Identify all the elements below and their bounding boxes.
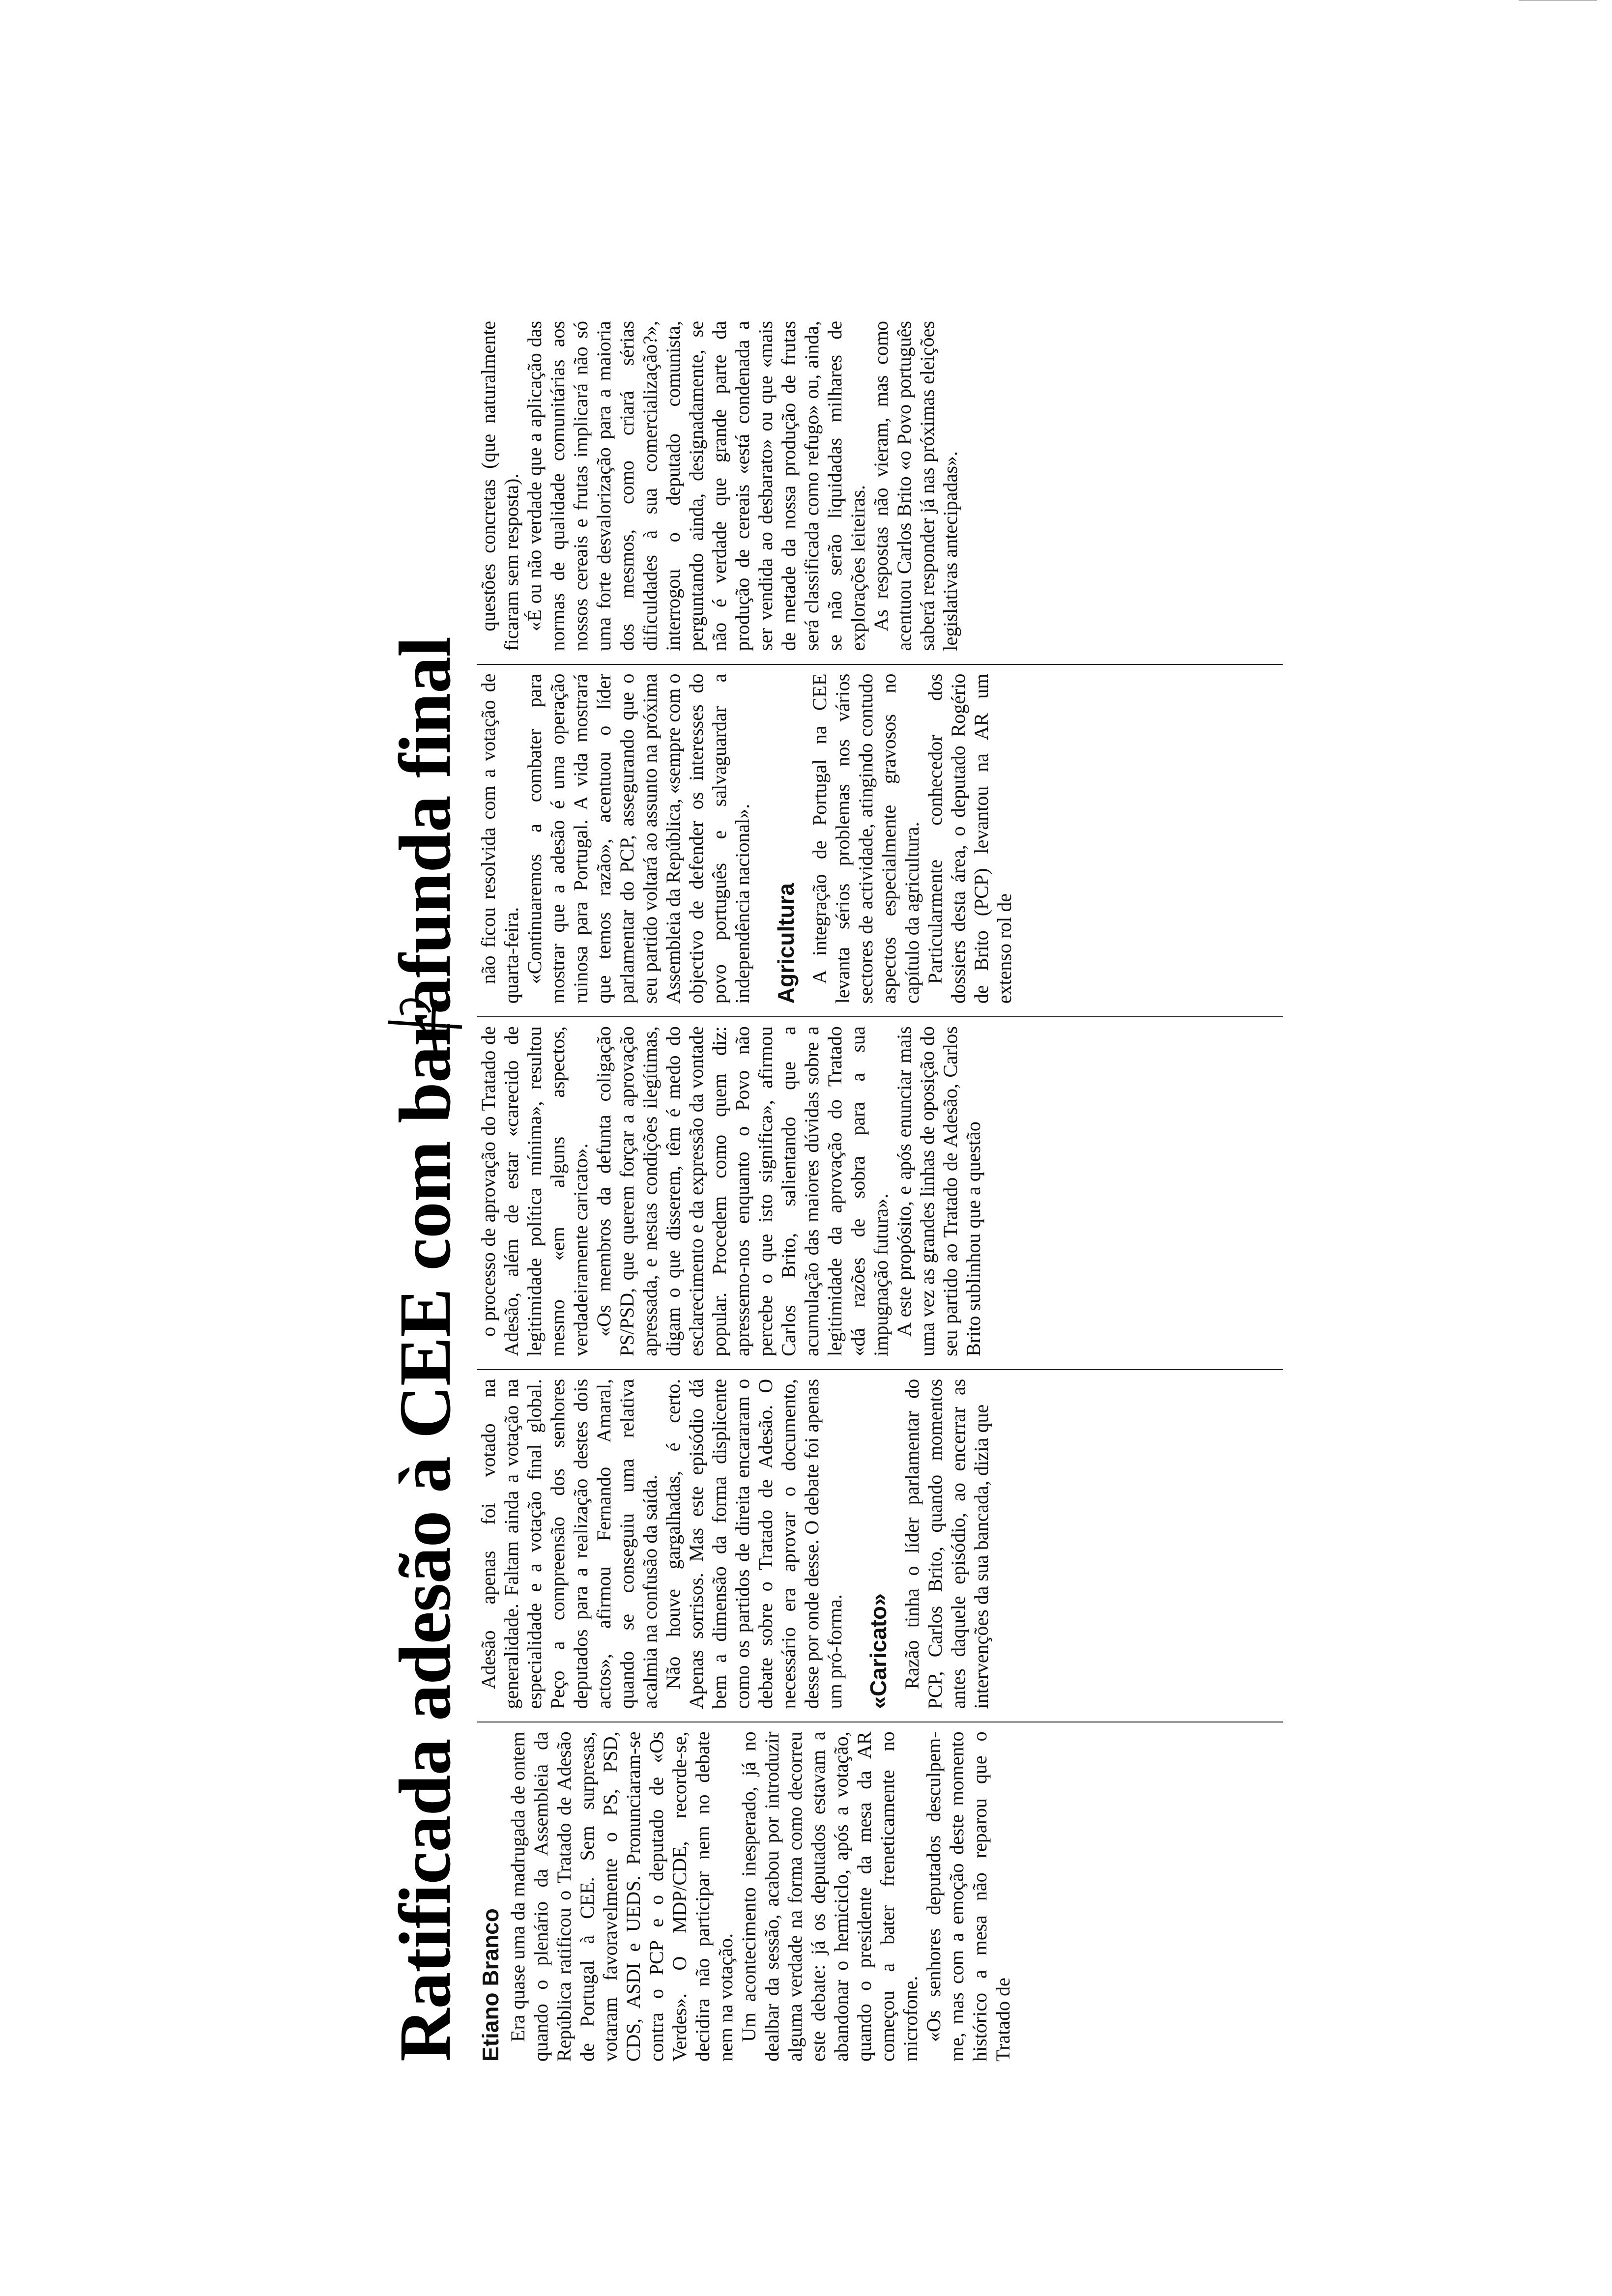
paragraph: o processo de aprovação do Tratado de Adesão, além de estar «carecido de legitimidade política mínima», resultou mesmo «em alguns aspectos, verdadeiramente caricato». [477,1026,592,1356]
handwritten-mark [383,990,467,1069]
paragraph: Razão tinha o líder parlamentar do PCP, Carlos Brito, quando momentos antes daquele episódio, ao encerrar as intervenções da sua bancada, dizia que [901,1378,992,1709]
rotated-article [383,312,1283,2062]
paragraph: A este propósito, e após enunciar mais uma vez as grandes linhas de oposição do seu partido ao Tratado de Adesão, Carlos Brito sublinhou que a questão [893,1026,984,1356]
paragraph: «É ou não verdade que a aplicação das normas de qualidade comunitárias aos nossos cereais e frutas implicará não só uma forte desvalorização para a maioria dos mesmos, como criará sérias dificuldades à sua comercialização?», interrogou o deputado comunista, perguntando ainda, designadamente, se não é verdade que grande parte da produção de cereais «está condenada a ser vendida ao desbarato» ou que «mais de metade da nossa produção de frutas será classificada como refugo» ou, ainda, se não serão liquidadas milhares de explorações leiteiras. [523,321,869,651]
paragraph: «Os membros da defunta coligação PS/PSD, que querem forçar a aprovação apressada, e nestas condições ilegítimas, digam o que disserem, têm é medo do esclarecimento e da expressão da vontade popular. Procedem como quem diz: apressemo-nos enquanto o Povo não percebe o que isto significa», afirmou Carlos Brito, salientando que a acumulação das maiores dúvidas sobre a legitimidade da aprovação do Tratado «dá razões de sobra para a sua impugnação futura». [593,1026,892,1356]
column-5 [477,312,1283,651]
column-1 [477,1722,1283,2062]
scan-edge-line [1519,0,1597,1]
column-4 [477,664,1283,1004]
paragraph: não ficou resolvida com a votação de quarta-feira. [477,673,522,1004]
subhead-agricultura: Agricultura [773,883,799,1004]
article-body [477,312,1283,2062]
paragraph: questões concretas (que naturalmente ficaram sem resposta). [477,321,522,651]
subhead-caricato: «Caricato» [865,1593,891,1709]
paragraph: «Os senhores deputados desculpem-me, mas com a emoção deste momento histórico a mesa não reparou que o Tratado de [922,1731,1014,2062]
paragraph: «Continuaremos a combater para mostrar que a adesão é uma operação ruinosa para Portugal. A vida mostrará que temos razão», acentuou o líder parlamentar do PCP, assegurando que o seu partido voltará ao assunto na próxima Assembleia da República, «sempre com o objectivo de defender os interesses do povo português e salvaguardar a independência nacional». [523,673,753,1004]
byline: Etiano Branco [478,1908,503,2062]
column-3 [477,1016,1283,1356]
paragraph: Particularmente conhecedor dos dossiers desta área, o deputado Rogério de Brito (PCP) levantou na AR um extenso rol de [924,673,1015,1004]
headline: Ratificada adesão à CEE com barafunda final [384,637,466,2062]
paragraph: Era quase uma da madrugada de ontem quando o plenário da Assembleia da República ratificou o Tratado de Adesão de Portugal à CEE. Sem surpresas, votaram favoravelmente o PS, PSD, CDS, ASDI e UEDS. Pronunciaram-se contra o PCP e o deputado de «Os Verdes». O MDP/CDE, recorde-se, decidira não participar nem no debate nem na votação. [507,1731,737,2062]
paragraph: Um acontecimento inesperado, já no dealbar da sessão, acabou por introduzir alguma verdade na forma como decorreu este debate: já os deputados estavam a abandonar o hemiciclo, após a votação, quando o presidente da mesa da AR começou a bater freneticamente no microfone. [738,1731,921,2062]
paragraph: As respostas não vieram, mas como acentuou Carlos Brito «o Povo português saberá responder já nas próximas eleições legislativas antecipadas». [870,321,961,651]
column-2 [477,1369,1283,1709]
paragraph: Adesão apenas foi votado na generalidade. Faltam ainda a votação na especialidade e a votação final global. Peço a compreensão dos senhores deputados para a realização destes dois actos», afirmou Fernando Amaral, quando se conseguiu uma relativa acalmia na confusão da saída. [477,1378,661,1709]
paragraph: Não houve gargalhadas, é certo. Apenas sorrisos. Mas este episódio dá bem a dimensão da forma displicente como os partidos de direita encararam o debate sobre o Tratado de Adesão. O necessário era aprovar o documento, desse por onde desse. O debate foi apenas um pró-forma. [662,1378,846,1709]
paragraph: A integração de Portugal na CEE levanta sérios problemas nos vários sectores de actividade, atingindo contudo aspectos especialmente gravosos no capítulo da agricultura. [808,673,923,1004]
